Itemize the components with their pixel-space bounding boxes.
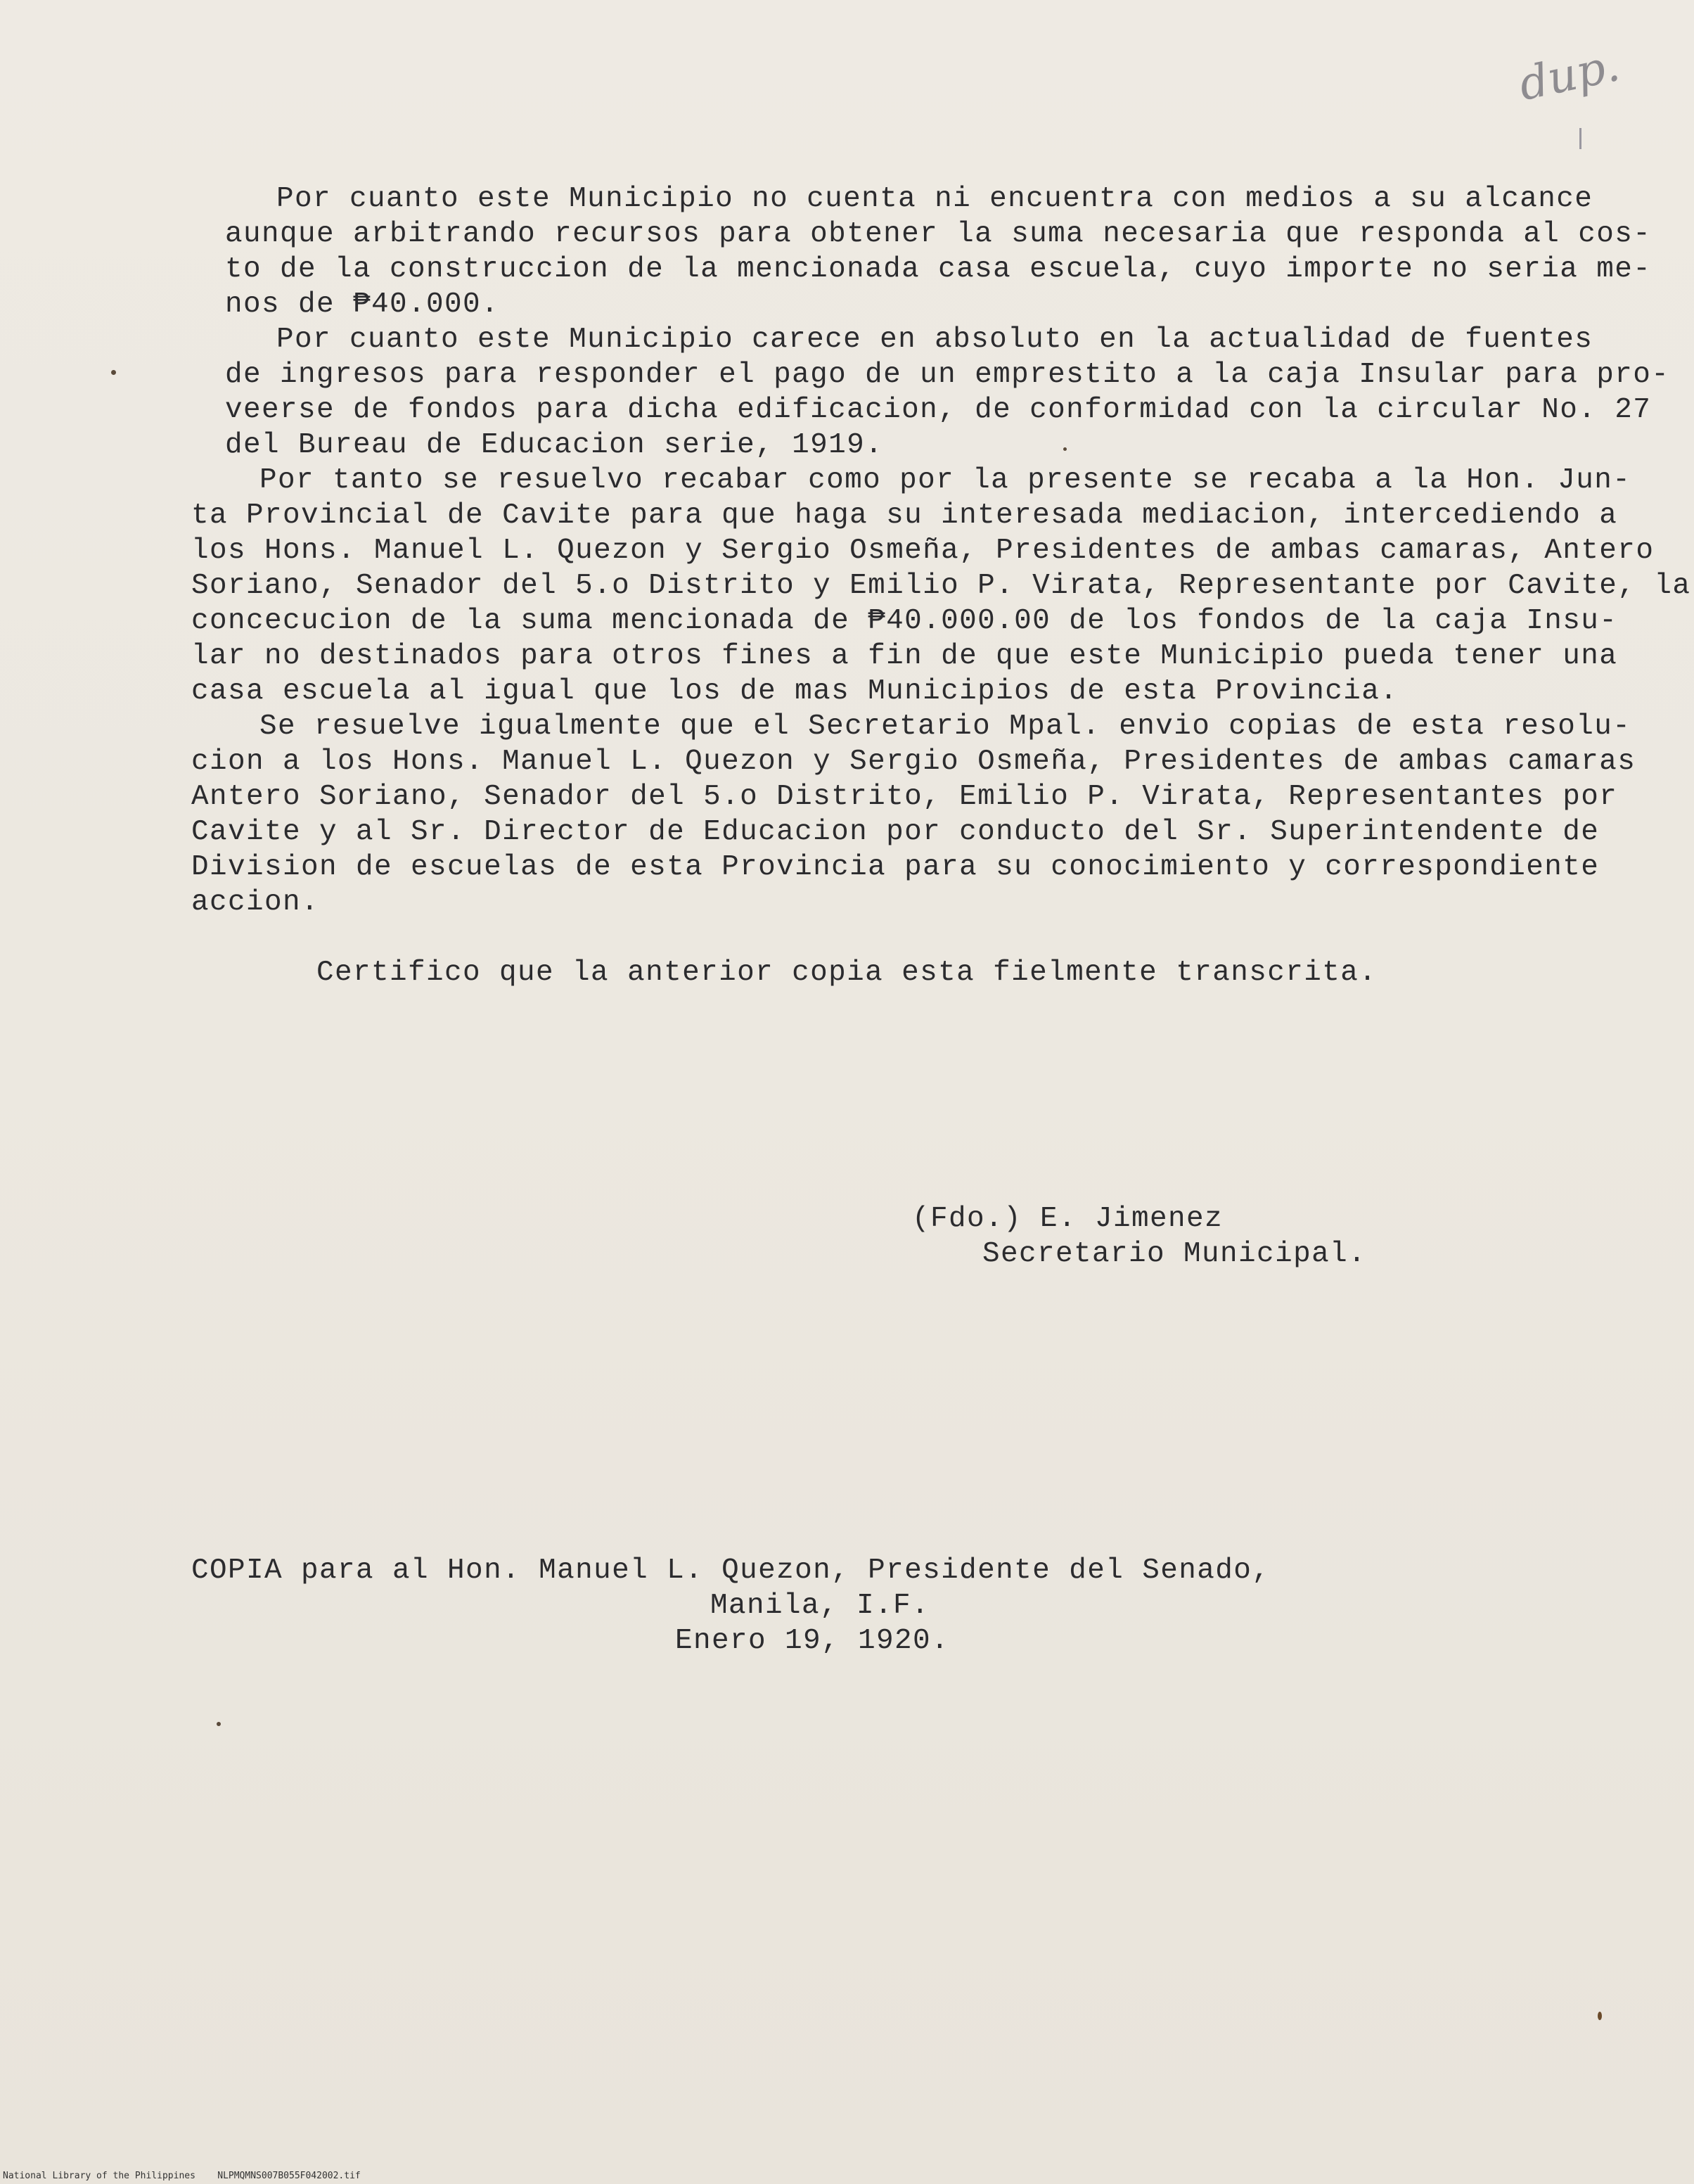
body-line: Antero Soriano, Senador del 5.o Distrito, Emilio P. Virata, Representantes por xyxy=(191,781,1618,813)
paper-speck xyxy=(1063,447,1067,451)
scan-footer xyxy=(3,2171,361,2181)
body-line: Se resuelve igualmente que el Secretario Mpal. envio copias de esta resolu- xyxy=(259,710,1631,743)
body-line: del Bureau de Educacion serie, 1919. xyxy=(225,429,884,461)
paper-speck xyxy=(1598,2012,1602,2020)
body-line: Por cuanto este Municipio no cuenta ni encuentra con medios a su alcance xyxy=(276,183,1593,215)
body-line: aunque arbitrando recursos para obtener la suma necesaria que responda al cos- xyxy=(225,218,1652,250)
body-line: lar no destinados para otros fines a fin de que este Municipio pueda tener una xyxy=(191,640,1618,672)
signature-title: Secretario Municipal. xyxy=(982,1238,1367,1270)
library-name: National Library of the Philippines xyxy=(3,2171,195,2181)
body-line: los Hons. Manuel L. Quezon y Sergio Osmeña, Presidentes de ambas camaras, Antero xyxy=(191,535,1655,567)
body-line: cion a los Hons. Manuel L. Quezon y Sergio Osmeña, Presidentes de ambas camaras xyxy=(191,746,1636,778)
body-line: nos de ₱40.000. xyxy=(225,288,500,321)
certification-line: Certifico que la anterior copia esta fielmente transcrita. xyxy=(316,957,1378,989)
body-line: Por tanto se resuelvo recabar como por la presente se recaba a la Hon. Jun- xyxy=(259,464,1631,497)
body-line: Cavite y al Sr. Director de Educacion por conducto del Sr. Superintendente de xyxy=(191,816,1600,848)
body-line: de ingresos para responder el pago de un emprestito a la caja Insular para pro- xyxy=(225,359,1670,391)
body-line: concecucion de la suma mencionada de ₱40.000.00 de los fondos de la caja Insu- xyxy=(191,605,1618,637)
signature-name: (Fdo.) E. Jimenez xyxy=(912,1203,1224,1235)
handwritten-corner-note: dup. xyxy=(1514,39,1624,112)
body-line: to de la construccion de la mencionada casa escuela, cuyo importe no seria me- xyxy=(225,253,1652,286)
copy-note-line: COPIA para al Hon. Manuel L. Quezon, Presidente del Senado, xyxy=(191,1554,1271,1587)
body-line: Division de escuelas de esta Provincia para su conocimiento y correspondiente xyxy=(191,851,1600,883)
pencil-tick-mark xyxy=(1579,128,1581,149)
copy-note-location: Manila, I.F. xyxy=(710,1590,930,1622)
body-line: Soriano, Senador del 5.o Distrito y Emilio P. Virata, Representante por Cavite, la xyxy=(191,570,1691,602)
body-line: Por cuanto este Municipio carece en absoluto en la actualidad de fuentes xyxy=(276,324,1593,356)
copy-note-date: Enero 19, 1920. xyxy=(675,1625,950,1657)
body-line: casa escuela al igual que los de mas Municipios de esta Provincia. xyxy=(191,675,1399,708)
body-line: ta Provincial de Cavite para que haga su interesada mediacion, intercediendo a xyxy=(191,499,1618,532)
file-id: NLPMQMNS007B055F042002.tif xyxy=(217,2171,361,2181)
body-line: accion. xyxy=(191,886,320,919)
paper-speck xyxy=(111,370,116,375)
paper-speck xyxy=(217,1722,221,1726)
body-line: veerse de fondos para dicha edificacion, de conformidad con la circular No. 27 xyxy=(225,394,1652,426)
